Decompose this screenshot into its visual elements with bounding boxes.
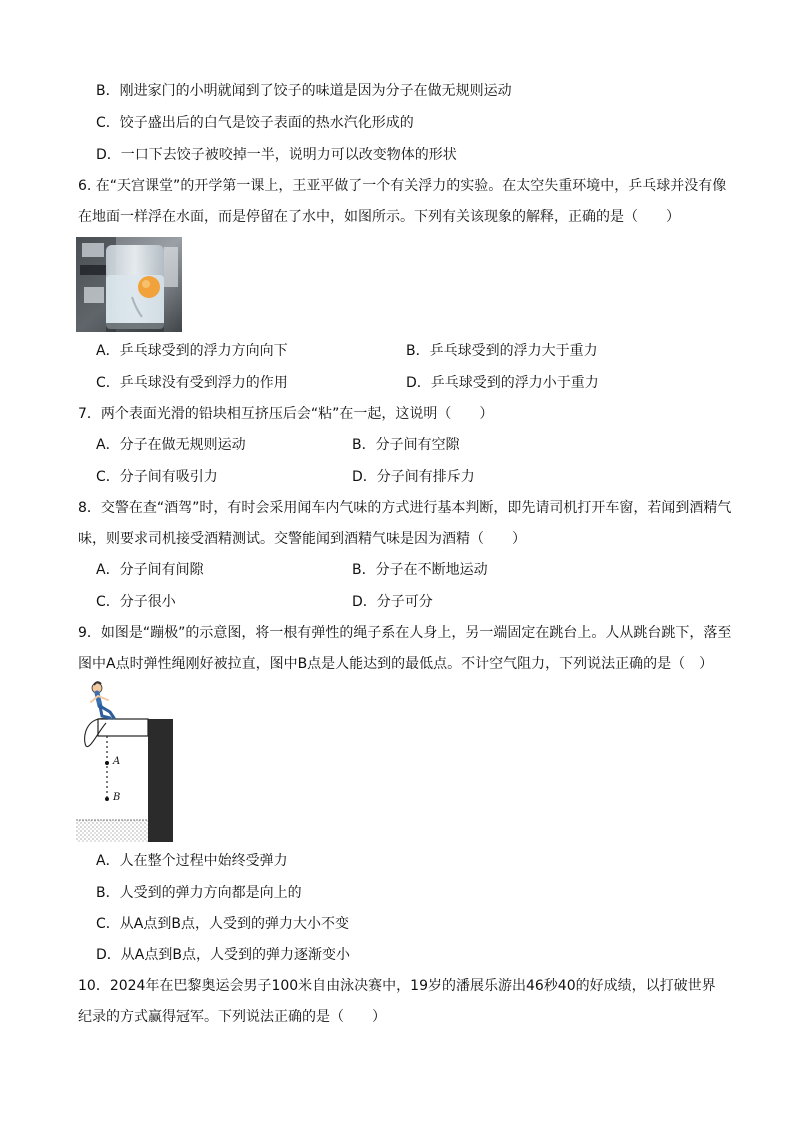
q6-stem-line2: 在地面一样浮在水面，而是停留在了水中，如图所示。下列有关该现象的解释，正确的是（ ） [78, 209, 680, 225]
q10-stem-line1: 10．2024年在巴黎奥运会男子100米自由泳决赛中，19岁的潘展乐游出46秒40的好成绩，以打破世界 [78, 978, 716, 994]
q7-option-d: D．分子间有排斥力 [352, 469, 475, 485]
q6-option-b: B．乒乓球受到的浮力大于重力 [406, 343, 598, 359]
point-a-label: A [113, 756, 121, 767]
point-b-label: B [113, 792, 121, 803]
q9-option-c: C．从A点到B点，人受到的弹力大小不变 [96, 916, 349, 932]
q9-option-d: D．从A点到B点，人受到的弹力逐渐变小 [96, 947, 350, 963]
q8-option-c: C．分子很小 [96, 594, 176, 610]
q8-option-b: B．分子在不断地运动 [352, 562, 488, 578]
q5-option-b: B．刚进家门的小明就闻到了饺子的味道是因为分子在做无规则运动 [96, 83, 512, 99]
q5-option-c: C．饺子盛出后的白气是饺子表面的热水汽化形成的 [96, 115, 414, 131]
q9-option-b: B．人受到的弹力方向都是向上的 [96, 885, 302, 901]
q6-option-c: C．乒乓球没有受到浮力的作用 [96, 375, 288, 391]
q7-option-b: B．分子间有空隙 [352, 437, 460, 453]
q8-option-a: A．分子间有间隙 [96, 562, 204, 578]
q7-option-c: C．分子间有吸引力 [96, 469, 218, 485]
q9-option-a: A．人在整个过程中始终受弹力 [96, 853, 288, 869]
q5-option-d: D．一口下去饺子被咬掉一半，说明力可以改变物体的形状 [96, 147, 457, 163]
q7-stem: 7．两个表面光滑的铅块相互挤压后会“粘”在一起，这说明（ ） [78, 406, 494, 422]
q6-option-a: A．乒乓球受到的浮力方向向下 [96, 343, 288, 359]
space-pingpong-photo [76, 237, 182, 332]
q9-stem-line2: 图中A点时弹性绳刚好被拉直，图中B点是人能达到的最低点。不计空气阻力，下列说法正确的是（ ） [78, 656, 714, 672]
q9-stem-line1: 9．如图是“蹦极”的示意图，将一根有弹性的绳子系在人身上，另一端固定在跳台上。人从跳台跳下，落至 [78, 625, 732, 641]
q6-option-d: D．乒乓球受到的浮力小于重力 [406, 375, 599, 391]
bungee-diagram [76, 678, 180, 844]
q8-stem-line2: 味，则要求司机接受酒精测试。交警能闻到酒精气味是因为酒精（ ） [78, 531, 526, 547]
q7-option-a: A．分子在做无规则运动 [96, 437, 246, 453]
q8-stem-line1: 8．交警在查“酒驾”时，有时会采用闻车内气味的方式进行基本判断，即先请司机打开车窗，若闻到酒精气 [78, 500, 732, 516]
q10-stem-line2: 纪录的方式赢得冠军。下列说法正确的是（ ） [78, 1009, 386, 1025]
q6-stem-line1: 6. 在“天宫课堂”的开学第一课上，王亚平做了一个有关浮力的实验。在太空失重环境中，乒乓球并没有像 [78, 178, 727, 194]
q8-option-d: D．分子可分 [352, 594, 433, 610]
